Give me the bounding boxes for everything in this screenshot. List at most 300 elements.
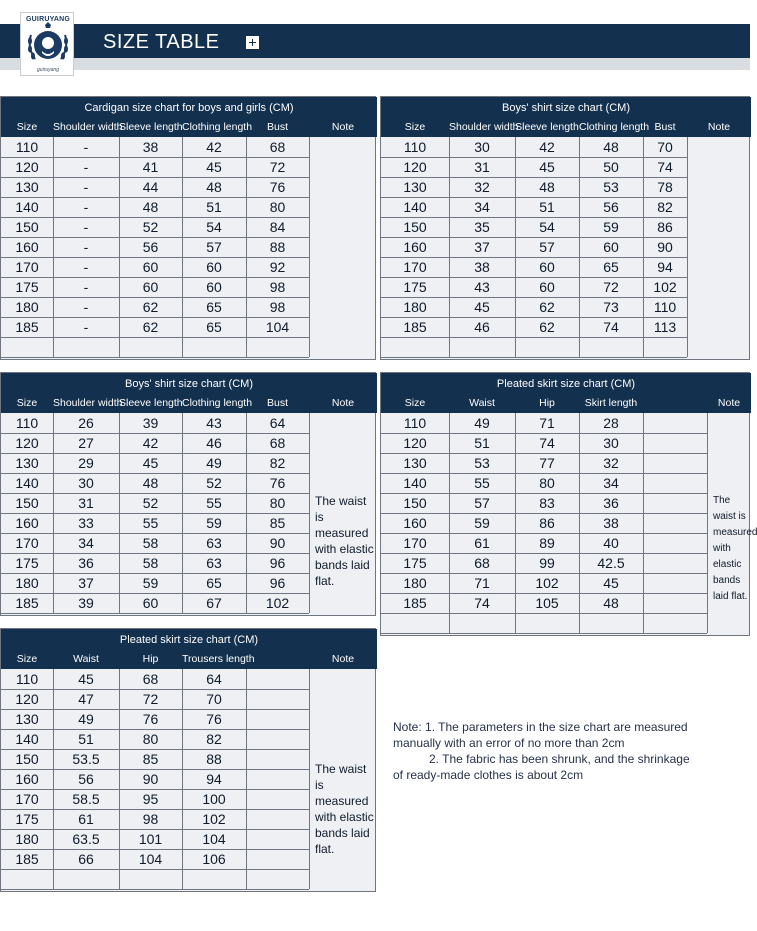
table-cell: 74 — [539, 435, 555, 451]
grid-line — [515, 137, 516, 357]
table-cell: 90 — [269, 535, 286, 551]
table-cell: 44 — [142, 179, 159, 195]
column-header: Note — [331, 653, 355, 665]
table-cell: 59 — [474, 515, 490, 531]
table-cell: 104 — [265, 319, 290, 335]
table-cell — [246, 669, 309, 689]
table-header-row — [381, 395, 751, 411]
table-cell — [246, 749, 309, 769]
table-cell: 77 — [539, 455, 555, 471]
grid-line — [1, 493, 309, 494]
table-cell: 96 — [269, 555, 286, 571]
grid-line — [381, 473, 707, 474]
table-cell: 36 — [603, 495, 619, 511]
logo-text: GUIRUYANG — [26, 16, 70, 23]
table-cell: 140 — [403, 199, 427, 215]
grid-line — [381, 613, 707, 614]
brand-logo — [20, 12, 74, 76]
table-cell — [643, 493, 707, 513]
table-cell: 175 — [15, 555, 39, 571]
table-cell: 38 — [603, 515, 619, 531]
table-cell: 130 — [403, 179, 427, 195]
table-cell: 170 — [403, 259, 427, 275]
table-cell: 150 — [403, 219, 427, 235]
table-cell: 65 — [206, 575, 222, 591]
table-cell: 42.5 — [597, 555, 625, 571]
grid-line — [381, 493, 707, 494]
table-cell: 59 — [142, 575, 159, 591]
table-cell: 92 — [269, 259, 286, 275]
table-cell: 70 — [206, 691, 222, 707]
table-cell: 58 — [142, 535, 159, 551]
table-cell: 65 — [206, 299, 222, 315]
table-cell: 58.5 — [72, 791, 100, 807]
table-cell: 49 — [206, 455, 222, 471]
table-cell — [246, 849, 309, 869]
grid-line — [381, 237, 687, 238]
table-cell: 185 — [403, 595, 427, 611]
table-caption — [381, 97, 751, 137]
table-cell: 48 — [539, 179, 555, 195]
grid-line — [1, 789, 309, 790]
column-header: Shoulder width — [53, 121, 123, 133]
table-cell: 76 — [269, 475, 286, 491]
column-header: Hip — [539, 397, 555, 409]
table-cell: 150 — [15, 219, 39, 235]
table-cell: 101 — [138, 831, 163, 847]
grid-line — [707, 413, 708, 633]
table-cell: 51 — [474, 435, 490, 451]
column-header: Sleeve length — [515, 121, 579, 133]
grid-line — [515, 413, 516, 633]
table-cell: 74 — [657, 159, 673, 175]
table-cell: 60 — [142, 259, 159, 275]
table-cell: 57 — [539, 239, 555, 255]
grid-line — [579, 137, 580, 357]
table-cell: 180 — [15, 299, 39, 315]
table-cell — [643, 513, 707, 533]
table-cell: 76 — [206, 711, 222, 727]
table-cell: 66 — [78, 851, 94, 867]
table-cell: 74 — [603, 319, 619, 335]
table-caption — [1, 629, 377, 669]
table-cell — [246, 729, 309, 749]
table-cell: 85 — [142, 751, 159, 767]
table-cell: 45 — [206, 159, 222, 175]
column-header: Size — [16, 121, 38, 133]
table-cell: 98 — [269, 279, 286, 295]
column-header: Note — [331, 397, 355, 409]
column-header: Skirt length — [584, 397, 638, 409]
table-header-row — [381, 119, 751, 135]
table-cell: 98 — [142, 811, 159, 827]
table-cell: 98 — [269, 299, 286, 315]
table-cell: 130 — [15, 711, 39, 727]
table-cell: 39 — [142, 415, 159, 431]
table-cell: 54 — [539, 219, 555, 235]
grid-line — [449, 413, 450, 633]
grid-line — [381, 317, 687, 318]
table-cell: 74 — [474, 595, 490, 611]
table-cell: 82 — [269, 455, 286, 471]
table-cell: 46 — [474, 319, 490, 335]
table-cell: 62 — [142, 299, 159, 315]
grid-line — [309, 137, 310, 357]
table-cell — [246, 809, 309, 829]
logo-subtext: guiruyang — [37, 67, 59, 73]
column-header: Bust — [654, 121, 676, 133]
table-cell: 106 — [202, 851, 226, 867]
table-cell: 140 — [15, 731, 39, 747]
grid-line — [1, 237, 309, 238]
grid-line — [1, 197, 309, 198]
table-cell: 175 — [403, 279, 427, 295]
table-cell: 120 — [403, 435, 427, 451]
table-cell: 39 — [78, 595, 94, 611]
table-caption — [381, 373, 751, 413]
table-cell: 48 — [206, 179, 222, 195]
table-cell — [643, 533, 707, 553]
grid-line — [1, 317, 309, 318]
table-cell: - — [83, 279, 89, 295]
grid-line — [381, 453, 707, 454]
table-cell: 61 — [474, 535, 490, 551]
table-title: Cardigan size chart for boys and girls (CM) — [84, 102, 294, 114]
table-cell: 45 — [142, 455, 159, 471]
table-cell: 180 — [15, 575, 39, 591]
grid-line — [579, 413, 580, 633]
table-cell: 38 — [474, 259, 490, 275]
table-cell: 185 — [15, 851, 39, 867]
page-title: SIZE TABLE — [103, 31, 220, 53]
table-cell: 86 — [539, 515, 555, 531]
table-cell: 50 — [603, 159, 619, 175]
grid-line — [1, 277, 309, 278]
table-cell: 56 — [142, 239, 159, 255]
table-cell: 64 — [269, 415, 286, 431]
table-cell: 84 — [269, 219, 286, 235]
grid-line — [643, 413, 644, 633]
column-header: Trousers length — [182, 653, 255, 665]
table-cell: 49 — [474, 415, 490, 431]
table-cell: - — [83, 319, 89, 335]
table-cell: 31 — [78, 495, 94, 511]
table-cell: - — [83, 199, 89, 215]
table-cell: 47 — [78, 691, 94, 707]
table-cell: - — [83, 299, 89, 315]
grid-line — [1, 453, 309, 454]
table-cell: 27 — [78, 435, 94, 451]
table-cell: 65 — [603, 259, 619, 275]
table-cell: 78 — [657, 179, 673, 195]
table-cell: 43 — [206, 415, 222, 431]
table-cell: 60 — [142, 595, 159, 611]
table-cell — [246, 829, 309, 849]
table-cell: 68 — [269, 139, 286, 155]
grid-line — [1, 473, 309, 474]
table-cell: 110 — [403, 139, 427, 155]
table-cell: 67 — [206, 595, 222, 611]
column-header: Hip — [142, 653, 159, 665]
footnote-line-2: manually with an error of no more than 2cm — [393, 736, 625, 750]
table-cell: 89 — [539, 535, 555, 551]
grid-line — [1, 357, 309, 358]
table-cell: 53 — [474, 455, 490, 471]
table-cell — [643, 473, 707, 493]
table-note: The waist is measured with elastic bands laid flat. — [315, 762, 374, 856]
table-cell: 45 — [78, 671, 94, 687]
column-header: Shoulder width — [53, 397, 123, 409]
table-cell: 55 — [474, 475, 490, 491]
table-cell: 80 — [539, 475, 555, 491]
grid-line — [182, 669, 183, 889]
table-cell: - — [83, 219, 89, 235]
column-header: Shoulder width — [449, 121, 519, 133]
table-cell: 62 — [142, 319, 159, 335]
table-cell: 36 — [78, 555, 94, 571]
grid-line — [1, 613, 309, 614]
table-cell: 160 — [403, 239, 427, 255]
table-cell: 68 — [474, 555, 490, 571]
grid-line — [381, 433, 707, 434]
table-cell: 120 — [15, 435, 39, 451]
grid-line — [381, 633, 707, 634]
table-cell: 90 — [142, 771, 159, 787]
grid-line — [1, 553, 309, 554]
table-cell: 64 — [206, 671, 222, 687]
table-cell: 48 — [142, 475, 159, 491]
table-cell: 62 — [539, 299, 555, 315]
table-cell: 72 — [603, 279, 619, 295]
table-cell: 80 — [269, 199, 286, 215]
table-header-row — [1, 395, 377, 411]
table-cell: 140 — [15, 475, 39, 491]
grid-line — [182, 137, 183, 357]
column-header: Size — [16, 397, 38, 409]
column-header: Note — [707, 121, 731, 133]
grid-line — [381, 593, 707, 594]
table-title: Pleated skirt size chart (CM) — [119, 634, 259, 646]
table-cell: 88 — [269, 239, 286, 255]
table-cell: 63 — [206, 555, 222, 571]
table-cell: 60 — [206, 259, 222, 275]
table-cell: 29 — [78, 455, 94, 471]
table-cell — [643, 593, 707, 613]
table-cell: 51 — [78, 731, 94, 747]
pleated-trousers-size-table — [0, 628, 376, 892]
table-cell: 40 — [603, 535, 619, 551]
boys-shirt-size-table-1 — [380, 96, 750, 360]
table-cell: 57 — [474, 495, 490, 511]
grid-line — [1, 849, 309, 850]
table-cell — [643, 453, 707, 473]
table-cell: 52 — [142, 219, 159, 235]
table-cell: 170 — [15, 535, 39, 551]
table-cell: 28 — [603, 415, 619, 431]
table-cell: 120 — [15, 159, 39, 175]
table-cell: 130 — [15, 179, 39, 195]
table-cell: - — [83, 179, 89, 195]
footnote-line-3: 2. The fabric has been shrunk, and the shrinkage — [429, 752, 690, 766]
column-header: Size — [404, 397, 426, 409]
grid-line — [1, 749, 309, 750]
grid-line — [1, 257, 309, 258]
table-cell: 150 — [403, 495, 427, 511]
table-cell: 105 — [535, 595, 559, 611]
table-cell: 82 — [206, 731, 222, 747]
table-cell: 130 — [403, 455, 427, 471]
table-cell: 33 — [78, 515, 94, 531]
table-cell: 175 — [15, 811, 39, 827]
table-cell: 72 — [269, 159, 286, 175]
grid-line — [381, 533, 707, 534]
table-cell: 185 — [15, 595, 39, 611]
table-cell: 160 — [403, 515, 427, 531]
column-header: Note — [717, 397, 741, 409]
header-band — [0, 58, 750, 70]
table-cell: 102 — [535, 575, 559, 591]
table-cell: 82 — [657, 199, 673, 215]
table-cell: 30 — [474, 139, 490, 155]
grid-line — [1, 769, 309, 770]
table-cell: 48 — [603, 139, 619, 155]
table-cell: 160 — [15, 771, 39, 787]
table-cell — [643, 413, 707, 433]
table-cell: 59 — [206, 515, 222, 531]
column-header: Size — [404, 121, 426, 133]
grid-line — [1, 593, 309, 594]
table-cell: 94 — [206, 771, 222, 787]
table-cell: 58 — [142, 555, 159, 571]
table-cell: 120 — [15, 691, 39, 707]
grid-line — [1, 689, 309, 690]
table-title: Boys' shirt size chart (CM) — [124, 378, 253, 390]
grid-line — [381, 257, 687, 258]
table-cell: 72 — [142, 691, 159, 707]
table-cell: - — [83, 239, 89, 255]
table-cell: - — [83, 139, 89, 155]
grid-line — [381, 217, 687, 218]
table-cell: 150 — [15, 751, 39, 767]
table-cell: 73 — [603, 299, 619, 315]
table-cell: 63 — [206, 535, 222, 551]
table-cell: 32 — [474, 179, 490, 195]
table-cell: 35 — [474, 219, 490, 235]
grid-line — [1, 709, 309, 710]
table-cell: 53.5 — [72, 751, 100, 767]
table-cell: 60 — [539, 279, 555, 295]
grid-line — [309, 669, 310, 889]
grid-line — [1, 433, 309, 434]
grid-line — [687, 137, 688, 357]
grid-line — [1, 889, 309, 890]
table-cell: 100 — [202, 791, 226, 807]
table-cell: 61 — [78, 811, 94, 827]
table-cell: 130 — [15, 455, 39, 471]
table-cell: 43 — [474, 279, 490, 295]
table-cell: 46 — [206, 435, 222, 451]
table-cell: 37 — [78, 575, 94, 591]
grid-line — [381, 337, 687, 338]
column-header: Note — [331, 121, 355, 133]
table-note: The waist is measured with elastic bands laid flat. — [713, 495, 757, 602]
table-cell: 86 — [657, 219, 673, 235]
table-cell: 104 — [202, 831, 226, 847]
column-header — [643, 395, 707, 411]
table-cell: 175 — [403, 555, 427, 571]
grid-line — [53, 137, 54, 357]
column-header: Waist — [469, 397, 495, 409]
column-header: Bust — [266, 121, 288, 133]
table-cell: 30 — [603, 435, 619, 451]
grid-line — [1, 573, 309, 574]
table-cell: 51 — [206, 199, 222, 215]
column-header: Size — [16, 653, 38, 665]
table-cell: 38 — [142, 139, 159, 155]
table-cell: 68 — [269, 435, 286, 451]
table-cell: - — [83, 259, 89, 275]
table-cell: 140 — [15, 199, 39, 215]
table-cell: 45 — [474, 299, 490, 315]
grid-line — [1, 217, 309, 218]
column-header: Waist — [73, 653, 99, 665]
table-header-row — [1, 119, 377, 135]
table-cell: 49 — [78, 711, 94, 727]
table-cell: 120 — [403, 159, 427, 175]
table-cell: 90 — [657, 239, 673, 255]
table-cell: 65 — [206, 319, 222, 335]
column-header: Clothing length — [579, 121, 650, 133]
grid-line — [1, 533, 309, 534]
table-cell: 160 — [15, 515, 39, 531]
table-cell: 150 — [15, 495, 39, 511]
table-cell: 83 — [539, 495, 555, 511]
table-cell: 170 — [15, 259, 39, 275]
grid-line — [381, 553, 707, 554]
grid-line — [381, 177, 687, 178]
table-cell: 102 — [202, 811, 226, 827]
table-cell: 88 — [206, 751, 222, 767]
table-cell: 70 — [657, 139, 673, 155]
grid-line — [1, 297, 309, 298]
plus-box-icon — [246, 36, 259, 49]
table-cell: 94 — [657, 259, 673, 275]
grid-line — [119, 137, 120, 357]
table-cell: 180 — [403, 299, 427, 315]
table-title: Boys' shirt size chart (CM) — [501, 102, 630, 114]
grid-line — [381, 513, 707, 514]
table-cell: 41 — [142, 159, 159, 175]
size-chart-footnote — [393, 719, 733, 783]
table-cell: 34 — [603, 475, 619, 491]
table-cell: 56 — [603, 199, 619, 215]
table-cell: 102 — [265, 595, 290, 611]
table-cell: - — [83, 159, 89, 175]
grid-line — [381, 357, 687, 358]
column-header: Bust — [266, 397, 288, 409]
table-cell: 42 — [206, 139, 222, 155]
table-cell: 51 — [539, 199, 555, 215]
table-cell: 53 — [603, 179, 619, 195]
grid-line — [1, 177, 309, 178]
table-cell: 54 — [206, 219, 222, 235]
table-cell: 52 — [206, 475, 222, 491]
grid-line — [1, 829, 309, 830]
table-cell — [246, 689, 309, 709]
grid-line — [381, 573, 707, 574]
table-cell: 76 — [142, 711, 159, 727]
table-cell: 175 — [15, 279, 39, 295]
